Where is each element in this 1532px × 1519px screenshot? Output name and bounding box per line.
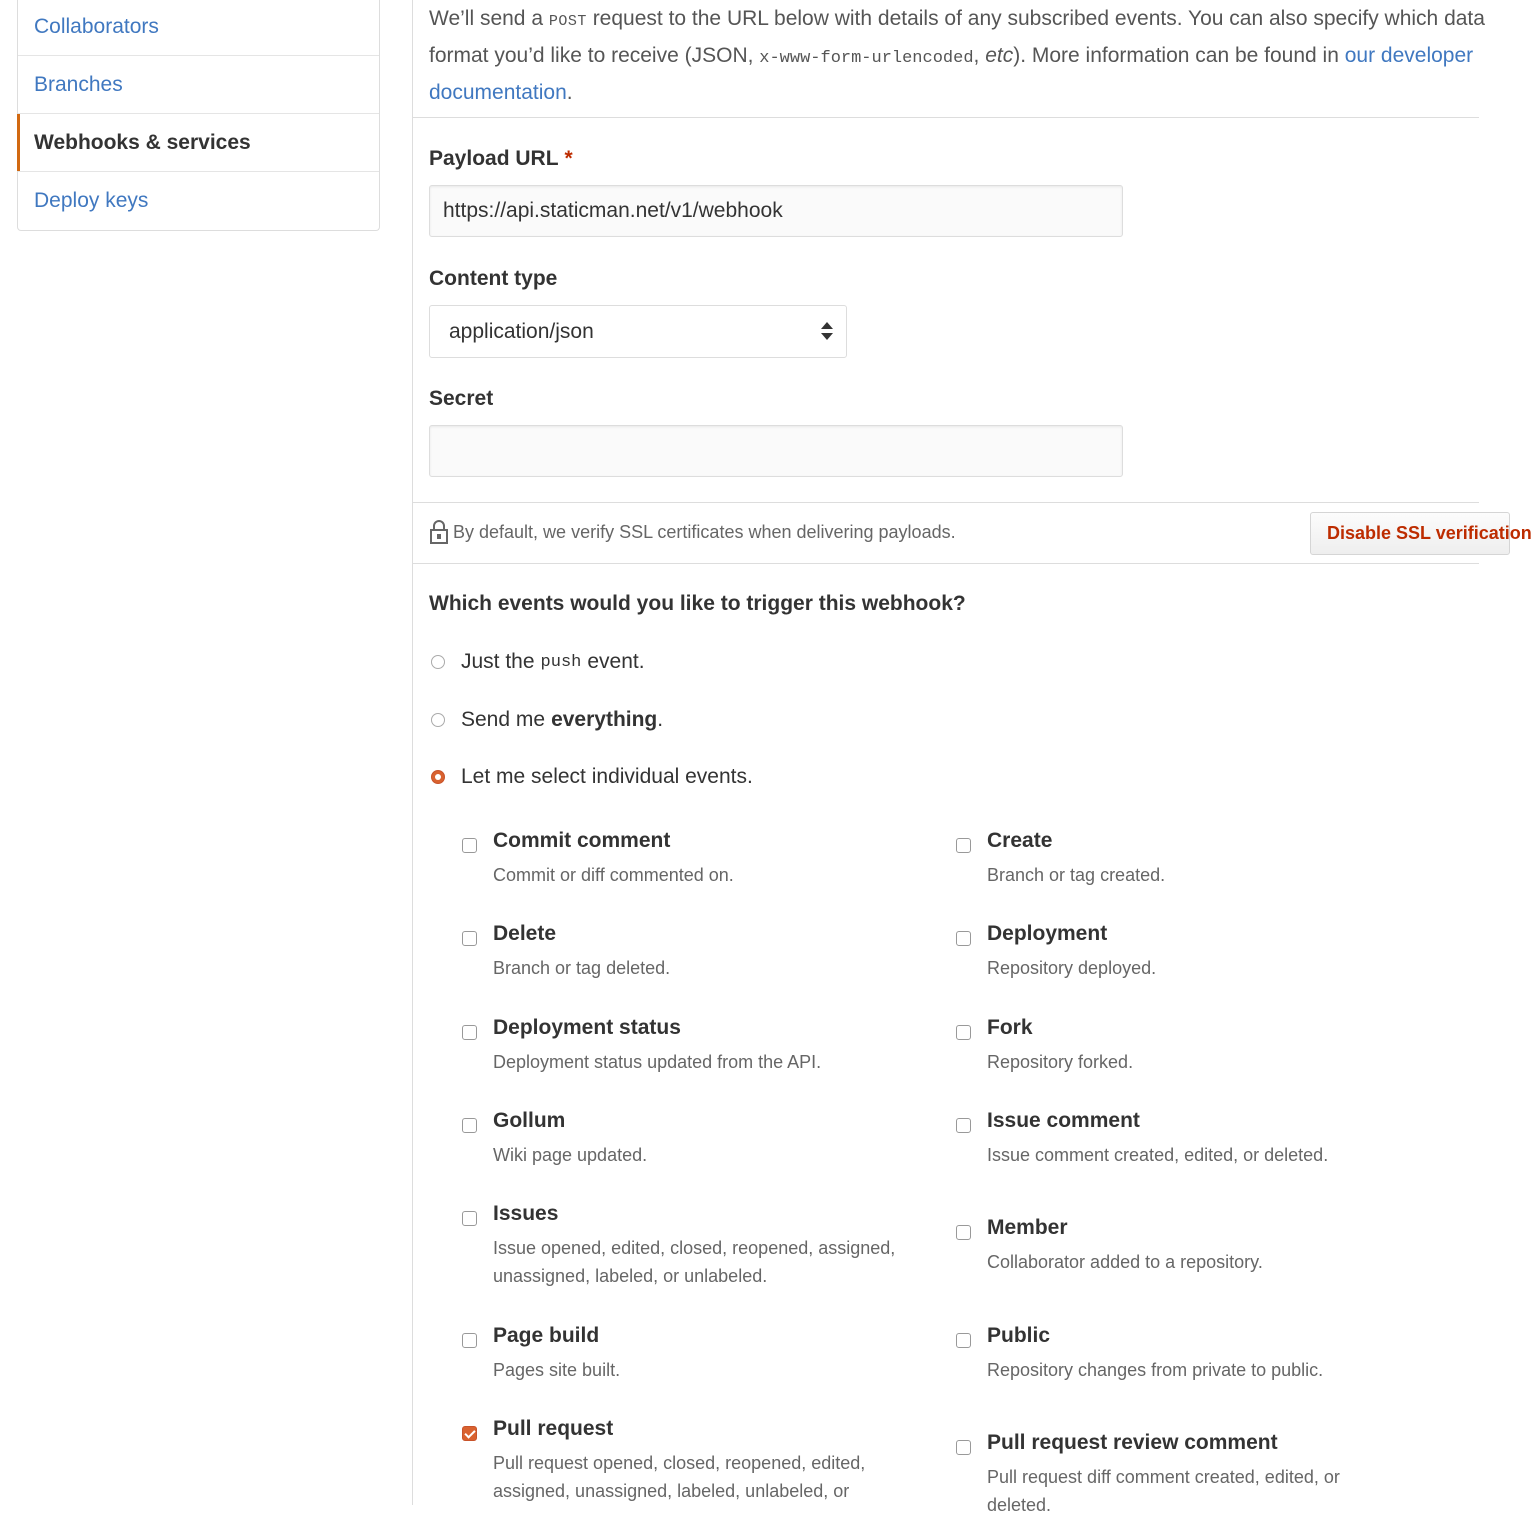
intro-text-2: request to the URL below with details of any subscribed events. You can also specify which data format you’d like to receive (JSON, — [429, 7, 1485, 67]
event-description: Deployment status updated from the API. — [493, 1052, 822, 1072]
radio-push-only[interactable] — [429, 650, 645, 674]
checkbox-checked[interactable] — [462, 1426, 477, 1441]
event-description: Branch or tag created. — [987, 865, 1166, 885]
radio-push-text-a: Just the — [461, 650, 535, 673]
radio-everything-text-c: . — [657, 708, 664, 731]
sidebar-item-webhooks[interactable]: Webhooks & services — [18, 114, 379, 172]
content-type-label: Content type — [429, 267, 558, 290]
webhook-form — [412, 0, 1532, 1515]
sidebar-item-branches[interactable]: Branches — [18, 56, 379, 114]
intro-text — [429, 2, 1509, 110]
checkbox[interactable] — [462, 1025, 477, 1040]
settings-sidebar — [17, 0, 380, 231]
event-description: Repository deployed. — [987, 958, 1157, 978]
secret-label: Secret — [429, 387, 494, 410]
event-title: Pull request — [493, 1417, 614, 1440]
content-type-select[interactable] — [429, 305, 847, 358]
checkbox[interactable] — [462, 838, 477, 853]
checkbox[interactable] — [956, 1225, 971, 1240]
radio-select-text: Let me select individual events. — [461, 765, 753, 788]
intro-text-4: ). More information can be found in — [1013, 44, 1345, 67]
event-description: Issue opened, edited, closed, reopened, assigned, unassigned, labeled, or unlabeled. — [493, 1238, 896, 1286]
event-description: Collaborator added to a repository. — [987, 1252, 1263, 1272]
event-description: Commit or diff commented on. — [493, 865, 734, 885]
lock-icon — [429, 519, 449, 545]
checkbox[interactable] — [462, 1333, 477, 1348]
radio-everything[interactable] — [429, 708, 663, 732]
event-description: Pull request opened, closed, reopened, edited, assigned, unassigned, labeled, unlabeled, or — [493, 1453, 866, 1501]
payload-url-value: https://api.staticman.net/v1/webhook — [443, 199, 783, 222]
radio-everything-text-a: Send me — [461, 708, 546, 731]
event-title: Delete — [493, 922, 557, 945]
radio-everything-text-b: everything — [551, 708, 658, 731]
secret-input[interactable] — [429, 425, 1123, 477]
checkbox[interactable] — [956, 1440, 971, 1455]
event-title: Gollum — [493, 1109, 566, 1132]
event-description: Pages site built. — [493, 1360, 621, 1380]
events-question: Which events would you like to trigger this webhook? — [429, 592, 966, 615]
ssl-text: By default, we verify SSL certificates when delivering payloads. — [453, 521, 956, 542]
event-title: Deployment — [987, 922, 1108, 945]
event-description: Issue comment created, edited, or deleted. — [987, 1145, 1329, 1165]
radio-button[interactable] — [431, 655, 445, 669]
event-description: Repository forked. — [987, 1052, 1134, 1072]
radio-push-text-b: event. — [587, 650, 645, 673]
sidebar-item-deploy-keys[interactable]: Deploy keys — [34, 189, 149, 212]
divider — [413, 502, 1479, 503]
payload-url-input[interactable] — [429, 185, 1123, 237]
checkbox[interactable] — [462, 1211, 477, 1226]
format-code: x-www-form-urlencoded — [759, 49, 974, 68]
event-description: Branch or tag deleted. — [493, 958, 671, 978]
etc-text: etc — [985, 44, 1014, 67]
checkbox[interactable] — [956, 1118, 971, 1133]
content-type-value: application/json — [449, 319, 594, 343]
checkbox[interactable] — [462, 931, 477, 946]
push-code: push — [540, 652, 582, 672]
event-title: Page build — [493, 1324, 600, 1347]
ssl-info — [429, 519, 956, 545]
event-description: Pull request diff comment created, edited, or deleted. — [987, 1467, 1340, 1515]
checkbox[interactable] — [462, 1118, 477, 1133]
developer-docs-link[interactable]: our developer documentation — [429, 44, 1474, 104]
event-title: Issues — [493, 1202, 559, 1225]
payload-url-label — [429, 147, 573, 171]
event-title: Public — [987, 1324, 1051, 1347]
intro-text-1: We’ll send a — [429, 7, 549, 30]
event-title: Create — [987, 829, 1053, 852]
required-mark: * — [564, 147, 573, 170]
checkbox[interactable] — [956, 838, 971, 853]
intro-text-3: , — [973, 44, 986, 67]
radio-button[interactable] — [431, 713, 445, 727]
radio-select-individual[interactable] — [429, 765, 753, 789]
disable-ssl-button[interactable]: Disable SSL verification — [1310, 512, 1510, 555]
select-arrows-icon — [820, 321, 834, 341]
event-title: Commit comment — [493, 829, 671, 852]
event-title: Issue comment — [987, 1109, 1140, 1132]
checkbox[interactable] — [956, 931, 971, 946]
divider — [413, 117, 1479, 118]
event-title: Member — [987, 1216, 1068, 1239]
radio-button-selected[interactable] — [431, 770, 445, 784]
post-code: POST — [548, 13, 587, 30]
divider — [413, 563, 1479, 564]
event-title: Deployment status — [493, 1016, 681, 1039]
sidebar-item-collaborators[interactable]: Collaborators — [18, 0, 379, 56]
event-description: Repository changes from private to public. — [987, 1360, 1324, 1380]
payload-url-label-text: Payload URL — [429, 147, 559, 170]
event-title: Fork — [987, 1016, 1033, 1039]
intro-text-5: . — [566, 81, 573, 104]
checkbox[interactable] — [956, 1333, 971, 1348]
event-title: Pull request review comment — [987, 1431, 1278, 1454]
checkbox[interactable] — [956, 1025, 971, 1040]
event-description: Wiki page updated. — [493, 1145, 648, 1165]
